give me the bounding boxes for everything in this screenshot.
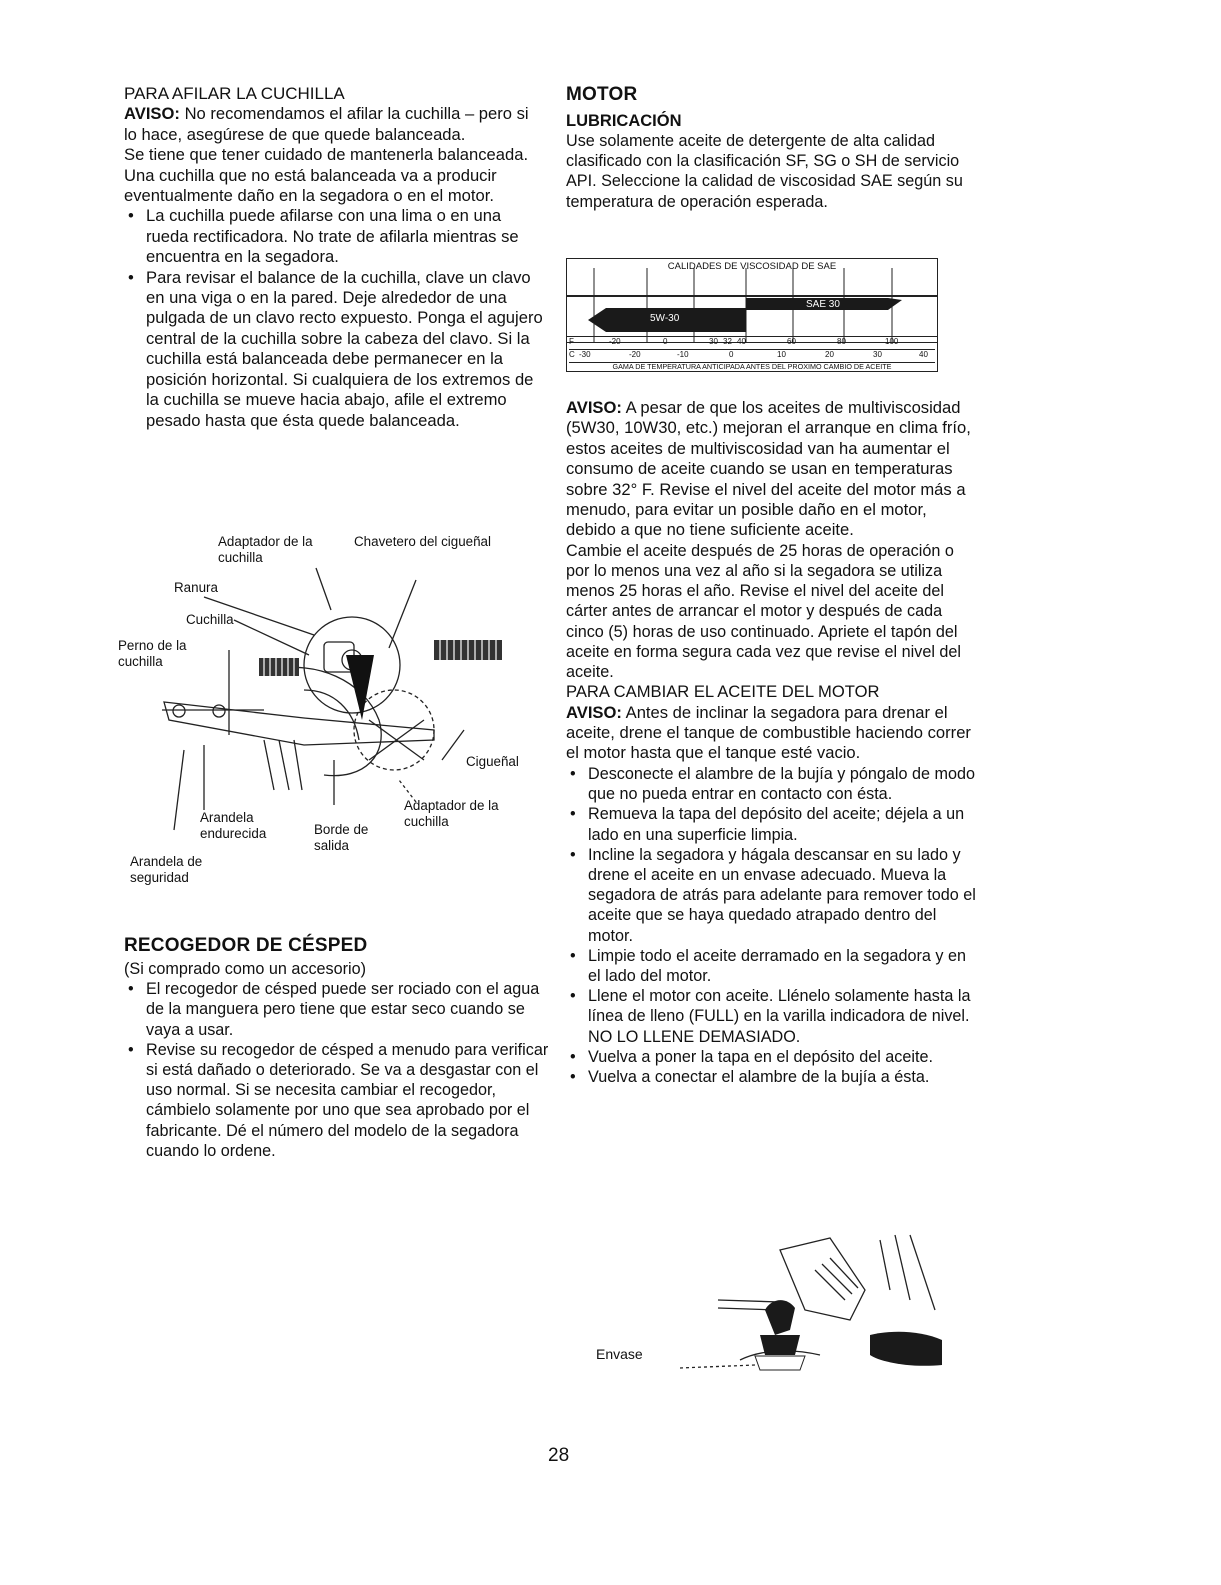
temperature-scales — [566, 336, 938, 372]
blade-aviso-text: No recomendamos el afilar la cuchilla – pero si lo hace, asegúrese de que quede balanceada. — [124, 104, 529, 144]
oil-bullet: • Desconecte el alambre de la bujía y póngalo de modo que no pueda entrar en contacto con ésta. — [566, 764, 978, 804]
blade-bullet: • La cuchilla puede afilarse con una lima o en una rueda rectificadora. No trate de afilarla mientras se encuentra en la segadora. — [124, 206, 544, 267]
c-tick: -10 — [677, 350, 689, 359]
label-adaptador-cuchilla-bottom: Adaptador de la cuchilla — [404, 798, 499, 829]
oil-change-interval-text: Cambie el aceite después de 25 horas de operación o por lo menos una vez al año si la segadora se utiliza menos 25 horas el año. Revise el nivel del aceite del cárter antes de arrancar el motor y después de cada cinco (5) horas de uso continuado. Apriete el tapón del aceite en forma segura cada vez que revise el nivel del aceite. — [566, 541, 962, 682]
blade-section-title: PARA AFILAR LA CUCHILLA — [124, 84, 345, 103]
label-borde-salida: Borde de salida — [314, 822, 369, 853]
c-tick: 10 — [777, 350, 786, 359]
f-tick: 60 — [787, 337, 796, 346]
grass-catcher-section — [124, 935, 549, 1161]
oil-bullet: • Limpie todo el aceite derramado en la segadora y en el lado del motor. — [566, 946, 978, 986]
c-tick: 0 — [729, 350, 734, 359]
blade-bullet: • Para revisar el balance de la cuchilla, clave un clavo en una viga o en la pared. Deje alrededor de una pulgada de un clavo recto expuesto. Ponga el agujero central de la cuchilla sobre la cabeza del clavo. Si la cuchilla está balanceada debe permanecer en la posición horizontal. Si cualquiera de los extremos de la cuchilla se mueve hacia abajo, afile el extremo pesado hasta que ésta quede balanceada. — [124, 268, 544, 431]
grass-catcher-title: RECOGEDOR DE CÉSPED — [124, 935, 368, 956]
f-tick: 80 — [837, 337, 846, 346]
oil-bullet: • Llene el motor con aceite. Llénelo solamente hasta la línea de lleno (FULL) en la varilla indicadora de nivel. NO LO LLENE DEMASIADO. — [566, 986, 978, 1047]
oil-drain-diagram — [590, 1230, 950, 1390]
sae30-label: SAE 30 — [806, 299, 840, 310]
c-tick: 20 — [825, 350, 834, 359]
f-tick: 0 — [663, 337, 668, 346]
grass-catcher-sub: (Si comprado como un accesorio) — [124, 960, 367, 978]
right-column — [566, 84, 986, 212]
lubricacion-title: LUBRICACIÓN — [566, 112, 682, 130]
aviso-label: AVISO: — [566, 398, 622, 417]
f-tick: 32 — [723, 337, 732, 346]
oil-bullet: • Vuelva a poner la tapa en el depósito del aceite. — [566, 1047, 978, 1067]
5w30-label: 5W-30 — [650, 313, 680, 324]
f-tick: 30 — [709, 337, 718, 346]
left-column — [124, 84, 544, 431]
oil-drain-illustration — [590, 1230, 950, 1390]
viscosity-table-title: CALIDADES DE VISCOSIDAD DE SAE — [667, 261, 837, 272]
f-tick: 100 — [885, 337, 899, 346]
grass-bullet: • Revise su recogedor de césped a menudo para verificar si está dañado o deteriorado. Se va a desgastar con el uso normal. Si se necesita cambiar el recogedor, cámbielo solamente por uno que sea aprobado por el fabricante. Dé el número del modelo de la segadora cuando lo ordene. — [124, 1040, 549, 1161]
viscosity-table — [566, 258, 938, 296]
aviso-label: AVISO: — [566, 702, 622, 722]
label-ciguenal: Cigueñal — [466, 754, 519, 769]
label-chavetero: Chavetero del cigueñal — [354, 534, 491, 549]
page-number: 28 — [548, 1445, 570, 1466]
celsius-label: C — [569, 350, 575, 359]
right-column-lower — [566, 398, 978, 1087]
label-arandela-endurecida: Arandela endurecida — [200, 810, 267, 841]
f-tick: 40 — [737, 337, 746, 346]
c-tick: 40 — [919, 350, 928, 359]
blade-diagram — [118, 530, 544, 895]
label-cuchilla: Cuchilla — [186, 612, 234, 627]
label-arandela-seguridad: Arandela de seguridad — [130, 854, 203, 885]
temperature-caption: GAMA DE TEMPERATURA ANTICIPADA ANTES DEL PROXIMO CAMBIO DE ACEITE — [612, 362, 892, 371]
grass-bullets — [124, 979, 549, 1161]
c-tick: -30 — [579, 350, 591, 359]
label-ranura: Ranura — [174, 580, 218, 595]
oil-change-aviso — [566, 703, 978, 764]
c-tick: -20 — [629, 350, 641, 359]
blade-paragraph: Se tiene que tener cuidado de mantenerla balanceada. Una cuchilla que no está balanceada va a producir eventualmente daño en la segadora o en el motor. — [124, 145, 529, 206]
grass-bullet: • El recogedor de césped puede ser rociado con el agua de la manguera pero tiene que estar seco cuando se vaya a usar. — [124, 979, 549, 1040]
oil-bullet: • Vuelva a conectar el alambre de la bujía a ésta. — [566, 1067, 978, 1087]
fahrenheit-label: F — [569, 337, 574, 346]
motor-title: MOTOR — [566, 84, 638, 105]
lubricacion-text: Use solamente aceite de detergente de alta calidad clasificado con la clasificación SF, SG o SH de servicio API. Seleccione la calidad de viscosidad SAE según su temperatura de operación esperada. — [566, 132, 963, 211]
aviso-multiviscosity-text: A pesar de que los aceites de multiviscosidad (5W30, 10W30, etc.) mejoran el arranque en clima frío, estos aceites de multiviscosidad van ha aumentar el consumo de aceite cuando se usan en temperaturas sobre 32° F. Revise el nivel del aceite del motor más a menudo, para evitar un posible daño en el motor, debido a que no tiene suficiente aceite. — [566, 398, 971, 540]
envase-label: Envase — [596, 1346, 643, 1362]
blade-aviso — [124, 104, 544, 145]
fahrenheit-row — [569, 337, 935, 350]
blade-bullets — [124, 206, 544, 430]
label-perno: Perno de la cuchilla — [118, 638, 187, 669]
aviso-label: AVISO: — [124, 104, 180, 124]
oil-bullet: • Incline la segadora y hágala descansar en su lado y drene el aceite en un envase adecuado. Mueva la segadora de atrás para adelante para remover todo el aceite que se haya quedado atrapado dentro del motor. — [566, 845, 978, 946]
c-tick: 30 — [873, 350, 882, 359]
oil-change-title: PARA CAMBIAR EL ACEITE DEL MOTOR — [566, 682, 880, 702]
oil-change-bullets — [566, 764, 978, 1087]
label-adaptador-cuchilla-top: Adaptador de la cuchilla — [218, 534, 313, 565]
f-tick: -20 — [609, 337, 621, 346]
aviso-multiviscosity — [566, 398, 978, 541]
oil-bullet: • Remueva la tapa del depósito del aceite; déjela a un lado en una superficie limpia. — [566, 804, 978, 844]
oil-change-aviso-text: Antes de inclinar la segadora para drenar el aceite, drene el tanque de combustible haciendo correr el motor hasta que el tanque esté vacio. — [566, 702, 971, 763]
